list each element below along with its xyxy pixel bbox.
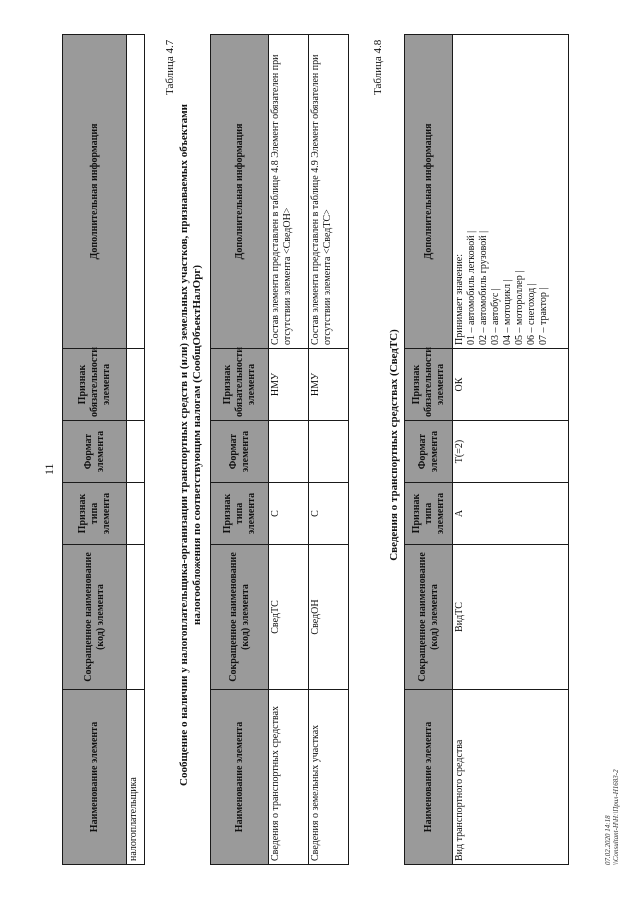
cell-name: налогоплательщика [127, 690, 145, 865]
header-info: Дополнительная информация [211, 35, 269, 349]
header-format: Формат элемента [405, 421, 453, 483]
header-code: Сокращенное наименование (код) элемента [63, 545, 127, 690]
header-type: Признак типа элемента [211, 483, 269, 545]
cell-type: С [269, 483, 309, 545]
header-info: Дополнительная информация [405, 35, 453, 349]
header-info: Дополнительная информация [63, 35, 127, 349]
cell-info: Состав элемента представлен в таблице 4.8 Элемент обязателен при отсутствии элемента <СведОН> [269, 35, 309, 349]
header-format: Формат элемента [63, 421, 127, 483]
cell-info: Состав элемента представлен в таблице 4.9 Элемент обязателен при отсутствии элемента <СведТС> [309, 35, 349, 349]
cell-required: ОК [453, 349, 569, 421]
cell-required: НМУ [269, 349, 309, 421]
header-required: Признак обязательности элемента [211, 349, 269, 421]
cell-format: T(=2) [453, 421, 569, 483]
cell-type: А [453, 483, 569, 545]
footer-stamp [604, 769, 620, 865]
info-title: Принимает значение: [454, 253, 465, 345]
header-element-name: Наименование элемента [211, 690, 269, 865]
header-element-name: Наименование элемента [405, 690, 453, 865]
header-required: Признак обязательности элемента [405, 349, 453, 421]
cell-type: С [309, 483, 349, 545]
header-format: Формат элемента [211, 421, 269, 483]
table-row [309, 35, 349, 865]
page-number: 11 [42, 463, 56, 475]
option-04: 04 – мотоцикл | [502, 279, 513, 345]
table-4-7-caption-line2: налогообложения по соответствующим налогам (СообщОбъектНалОрг) [191, 265, 203, 625]
option-02: 02 – автомобиль грузовой | [478, 230, 489, 345]
table-4-8-label: Таблица 4.8 [372, 39, 384, 95]
cell-name: Сведения о земельных участках [309, 690, 349, 865]
option-06: 06 – снегоход | [526, 283, 537, 345]
header-element-name: Наименование элемента [63, 690, 127, 865]
table-4-8 [404, 34, 569, 865]
table-row [127, 35, 145, 865]
header-code: Сокращенное наименование (код) элемента [211, 545, 269, 690]
cell-required: НМУ [309, 349, 349, 421]
cell-name: Сведения о транспортных средствах [269, 690, 309, 865]
header-type: Признак типа элемента [405, 483, 453, 545]
table-row [453, 35, 569, 865]
option-07: 07 – трактор | [538, 287, 549, 345]
table-row [269, 35, 309, 865]
cell-code: ВидТС [453, 545, 569, 690]
cell-code: СведОН [309, 545, 349, 690]
option-01: 01 – автомобиль легковой | [466, 230, 477, 345]
cell-info [453, 35, 569, 349]
option-03: 03 – автобус | [490, 288, 501, 345]
table-4-7 [210, 34, 349, 865]
cell-name: Вид транспортного средства [453, 690, 569, 865]
cell-format [269, 421, 309, 483]
cell-format [309, 421, 349, 483]
header-required: Признак обязательности элемента [63, 349, 127, 421]
table-4-7-caption [178, 45, 204, 845]
table-4-7-caption-line1: Сообщение о наличии у налогоплательщика-организации транспортных средств и (или) земельных участков, признаваемых объектами [178, 104, 190, 786]
header-code: Сокращенное наименование (код) элемента [405, 545, 453, 690]
cell-code: СведТС [269, 545, 309, 690]
footer-path: \\Consultant-H\H:\Прил-Н1683-2 [612, 769, 620, 865]
table-4-7-label: Таблица 4.7 [164, 39, 176, 95]
header-type: Признак типа элемента [63, 483, 127, 545]
footer-date: 07.02.2020 14:18 [604, 815, 612, 865]
top-table [62, 34, 145, 865]
table-4-8-caption: Сведения о транспортных средствах (СведТС) [388, 329, 400, 561]
option-05: 05 – мотороллер | [514, 270, 525, 345]
